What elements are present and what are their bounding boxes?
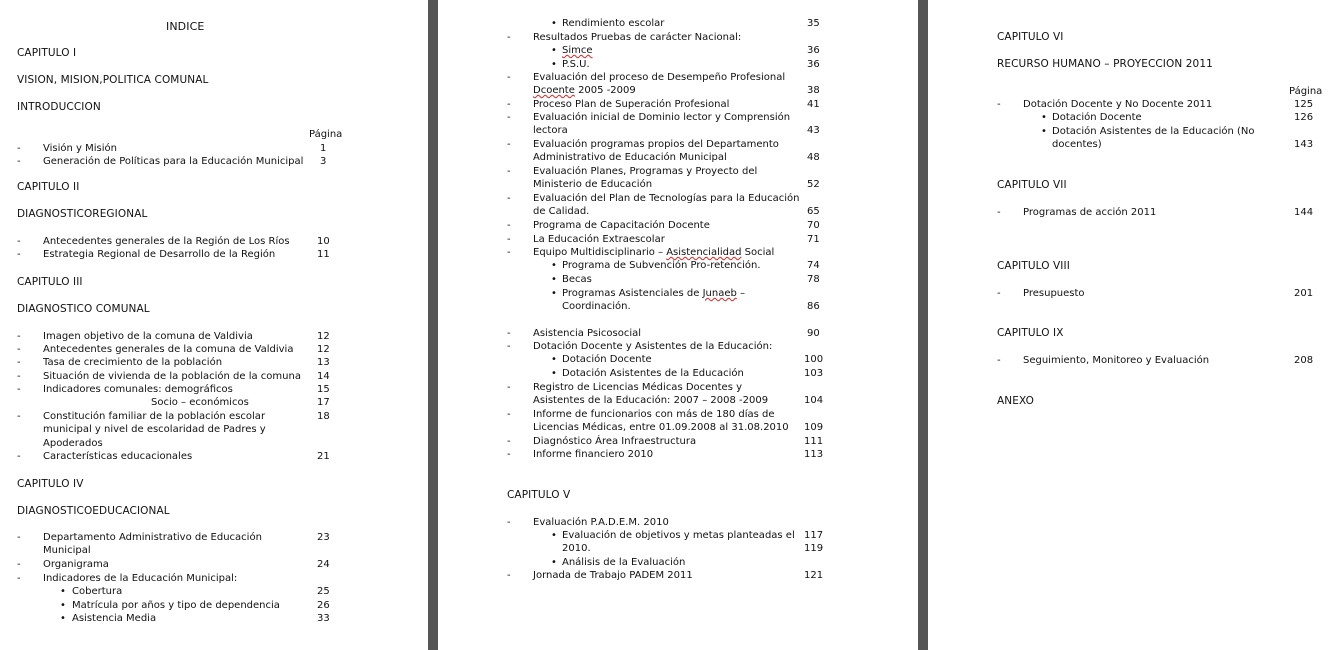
entry-page: 201: [1294, 288, 1314, 299]
bullet-text: Dotación Docente: [562, 354, 652, 365]
entry-page: 48: [807, 152, 820, 163]
misspelled-word: Dcoente: [533, 85, 575, 96]
bullet-text: Coordinación.: [562, 301, 631, 312]
entry-text: Programa de Capacitación Docente: [533, 220, 710, 231]
entry-dash: -: [507, 112, 511, 123]
bullet-text: Cobertura: [72, 586, 123, 597]
entry-dash: -: [507, 193, 511, 204]
index-title: INDICE: [166, 20, 205, 33]
bullet-text: Dotación Docente: [1052, 112, 1142, 123]
entry-dash: -: [507, 570, 511, 581]
entry-text: Departamento Administrativo de Educación: [43, 532, 262, 543]
entry-dash: -: [17, 559, 21, 570]
entry-page: 71: [807, 234, 820, 245]
entry-text: Evaluación programas propios del Departamento: [533, 139, 779, 150]
bullet-text: P.S.U.: [562, 59, 590, 70]
entry-dash: -: [507, 382, 511, 393]
entry-page: 14: [317, 371, 330, 382]
entry-text: Visión y Misión: [43, 143, 117, 154]
chapter-heading: CAPITULO VI: [997, 31, 1064, 43]
entry-dash: -: [997, 355, 1001, 366]
entry-text: Constitución familiar de la población escolar: [43, 411, 266, 422]
entry-page: 52: [807, 179, 820, 190]
entry-page: 70: [807, 220, 820, 231]
entry-page: 43: [807, 125, 820, 136]
entry-dash: -: [17, 236, 21, 247]
entry-page: 11: [317, 249, 330, 260]
entry-text: municipal y nivel de escolaridad de Padres y: [43, 424, 266, 435]
entry-text: Indicadores de la Educación Municipal:: [43, 573, 238, 584]
entry-text: Estrategia Regional de Desarrollo de la Región: [43, 249, 276, 260]
bullet-icon: •: [551, 18, 557, 29]
chapter-heading: CAPITULO VII: [997, 179, 1067, 191]
entry-text: La Educación Extraescolar: [533, 234, 665, 245]
chapter-heading: CAPITULO II: [17, 181, 80, 193]
entry-text: Proceso Plan de Superación Profesional: [533, 99, 730, 110]
entry-page: 121: [804, 570, 824, 581]
bullet-text: Matrícula por años y tipo de dependencia: [72, 600, 280, 611]
section-heading: DIAGNOSTICOEDUCACIONAL: [17, 505, 170, 517]
entry-page: 119: [804, 543, 824, 554]
entry-text: lectora: [533, 125, 568, 136]
bullet-text: Asistencia Media: [72, 613, 157, 624]
entry-text: Generación de Políticas para la Educación Municipal: [43, 156, 304, 167]
entry-text: Informe de funcionarios con más de 180 días de: [533, 409, 775, 420]
entry-page: 117: [804, 530, 824, 541]
entry-page: 15: [317, 384, 330, 395]
entry-page: 111: [804, 436, 824, 447]
entry-dash: -: [997, 288, 1001, 299]
entry-dash: -: [17, 532, 21, 543]
entry-page: 144: [1294, 207, 1314, 218]
bullet-text: Becas: [562, 274, 592, 285]
entry-dash: -: [507, 234, 511, 245]
entry-page: 65: [807, 206, 820, 217]
entry-text: Evaluación Planes, Programas y Proyecto del: [533, 166, 758, 177]
entry-dash: -: [507, 517, 511, 528]
bullet-text-post: –: [736, 288, 746, 299]
entry-dash: -: [507, 409, 511, 420]
bullet-icon: •: [551, 557, 557, 568]
entry-dash: -: [997, 99, 1001, 110]
entry-dash: -: [507, 166, 511, 177]
entry-text: Ministerio de Educación: [533, 179, 653, 190]
entry-page: 23: [317, 532, 330, 543]
entry-page: 33: [317, 613, 330, 624]
entry-page: 10: [317, 236, 330, 247]
bullet-text: Programa de Subvención Pro-retención.: [562, 260, 761, 271]
section-heading: INTRODUCCION: [17, 101, 101, 113]
entry-text-post: Social: [741, 247, 775, 258]
entry-page: 12: [317, 344, 330, 355]
entry-text: Municipal: [43, 545, 91, 556]
entry-page: 1: [320, 143, 327, 154]
entry-page: 90: [807, 328, 820, 339]
bullet-icon: •: [551, 530, 557, 541]
bullet-icon: •: [551, 288, 557, 299]
entry-dash: -: [507, 99, 511, 110]
page-gap-2: [918, 0, 928, 650]
entry-page: 74: [807, 260, 820, 271]
entry-text: Evaluación del Plan de Tecnologías para la Educación: [533, 193, 800, 204]
bullet-icon: •: [60, 586, 66, 597]
entry-text: Antecedentes generales de la Región de Los Ríos: [43, 236, 290, 247]
entry-page: 3: [320, 156, 327, 167]
entry-page: 18: [317, 411, 330, 422]
entry-page: 126: [1294, 112, 1314, 123]
bullet-text: Rendimiento escolar: [562, 18, 665, 29]
entry-text: [533, 246, 774, 259]
page-column-header: Página: [1289, 86, 1323, 97]
entry-dash: -: [507, 139, 511, 150]
entry-page: 26: [317, 600, 330, 611]
bullet-text: Análisis de la Evaluación: [562, 557, 686, 568]
entry-text: Informe financiero 2010: [533, 449, 654, 460]
entry-dash: -: [507, 72, 511, 83]
chapter-heading: CAPITULO V: [507, 489, 571, 501]
entry-text: [533, 84, 636, 97]
page-gap-1: [428, 0, 438, 650]
entry-page: 143: [1294, 139, 1314, 150]
entry-text: Antecedentes generales de la comuna de Valdivia: [43, 344, 294, 355]
entry-page: 12: [317, 331, 330, 342]
entry-dash: -: [507, 247, 511, 258]
entry-page: 104: [804, 395, 824, 406]
entry-dash: -: [17, 451, 21, 462]
entry-dash: -: [17, 344, 21, 355]
entry-text: Programas de acción 2011: [1023, 207, 1157, 218]
section-heading: VISION, MISION,POLITICA COMUNAL: [17, 74, 209, 86]
entry-dash: -: [507, 32, 511, 43]
entry-text: Seguimiento, Monitoreo y Evaluación: [1023, 355, 1210, 366]
section-heading: DIAGNOSTICO COMUNAL: [17, 303, 150, 315]
entry-page: 36: [807, 45, 820, 56]
bullet-icon: •: [60, 613, 66, 624]
entry-text: Tasa de crecimiento de la población: [43, 357, 223, 368]
section-heading: ANEXO: [997, 395, 1034, 407]
entry-dash: -: [507, 449, 511, 460]
entry-dash: -: [507, 436, 511, 447]
entry-dash: -: [507, 341, 511, 352]
bullet-text: Evaluación de objetivos y metas planteadas el: [562, 530, 795, 541]
entry-text: de Calidad.: [533, 206, 590, 217]
entry-dash: -: [507, 328, 511, 339]
entry-text: Administrativo de Educación Municipal: [533, 152, 727, 163]
section-heading: DIAGNOSTICOREGIONAL: [17, 208, 148, 220]
chapter-heading: CAPITULO III: [17, 276, 83, 288]
entry-dash: -: [17, 143, 21, 154]
entry-text: Indicadores comunales: demográficos: [43, 384, 233, 395]
entry-text: Evaluación inicial de Dominio lector y Comprensión: [533, 112, 791, 123]
bullet-icon: •: [551, 368, 557, 379]
entry-text: Socio – económicos: [151, 397, 249, 408]
bullet-icon: •: [551, 59, 557, 70]
entry-text: Presupuesto: [1023, 288, 1085, 299]
entry-page: 41: [807, 99, 820, 110]
entry-page: 78: [807, 274, 820, 285]
entry-page: 17: [317, 397, 330, 408]
entry-text: Imagen objetivo de la comuna de Valdivia: [43, 331, 253, 342]
entry-page: 36: [807, 59, 820, 70]
entry-page: 125: [1294, 99, 1314, 110]
entry-page: 109: [804, 422, 824, 433]
entry-dash: -: [17, 411, 21, 422]
entry-text: Diagnóstico Área Infraestructura: [533, 436, 697, 447]
entry-text: Asistencia Psicosocial: [533, 328, 642, 339]
entry-page: 38: [807, 85, 820, 96]
entry-page: 103: [804, 368, 824, 379]
entry-text: Resultados Pruebas de carácter Nacional:: [533, 32, 742, 43]
section-heading: RECURSO HUMANO – PROYECCION 2011: [997, 58, 1213, 70]
bullet-text: Dotación Asistentes de la Educación: [562, 368, 744, 379]
bullet-text-pre: Programas Asistenciales de: [562, 288, 703, 299]
entry-text-rest: 2005 -2009: [574, 85, 636, 96]
entry-text: Apoderados: [43, 438, 103, 449]
entry-page: 86: [807, 301, 820, 312]
entry-text: Registro de Licencias Médicas Docentes y: [533, 382, 743, 393]
entry-text: Jornada de Trabajo PADEM 2011: [533, 570, 693, 581]
chapter-heading: CAPITULO IV: [17, 478, 84, 490]
page-column-header: Página: [309, 129, 343, 140]
entry-dash: -: [17, 573, 21, 584]
bullet-icon: •: [1041, 112, 1047, 123]
bullet-icon: •: [551, 354, 557, 365]
bullet-text: Dotación Asistentes de la Educación (No: [1052, 126, 1255, 137]
entry-text: Organigrama: [43, 559, 109, 570]
entry-page: 208: [1294, 355, 1314, 366]
misspelled-word: Asistencialidad: [666, 247, 742, 258]
entry-text: Licencias Médicas, entre 01.09.2008 al 31.08.2010: [533, 422, 789, 433]
entry-dash: -: [507, 220, 511, 231]
entry-dash: -: [17, 249, 21, 260]
entry-page: 25: [317, 586, 330, 597]
entry-text: Asistentes de la Educación: 2007 – 2008 -2009: [533, 395, 769, 406]
entry-dash: -: [17, 357, 21, 368]
entry-text: Características educacionales: [43, 451, 193, 462]
bullet-text: docentes): [1052, 139, 1102, 150]
entry-text: Dotación Docente y Asistentes de la Educación:: [533, 341, 773, 352]
bullet-icon: •: [60, 600, 66, 611]
entry-text: Dotación Docente y No Docente 2011: [1023, 99, 1213, 110]
entry-page: 24: [317, 559, 330, 570]
chapter-heading: CAPITULO VIII: [997, 260, 1070, 272]
entry-text: Evaluación P.A.D.E.M. 2010: [533, 517, 669, 528]
entry-dash: -: [17, 156, 21, 167]
entry-text: Evaluación del proceso de Desempeño Profesional: [533, 72, 786, 83]
bullet-icon: •: [551, 45, 557, 56]
entry-text-pre: Equipo Multidisciplinario –: [533, 247, 667, 258]
bullet-icon: •: [1041, 126, 1047, 137]
entry-page: 35: [807, 18, 820, 29]
bullet-icon: •: [551, 260, 557, 271]
entry-dash: -: [17, 371, 21, 382]
entry-page: 113: [804, 449, 824, 460]
entry-dash: -: [17, 331, 21, 342]
bullet-icon: •: [551, 274, 557, 285]
bullet-text: [562, 287, 745, 300]
entry-dash: -: [997, 207, 1001, 218]
entry-page: 21: [317, 451, 330, 462]
entry-text: Situación de vivienda de la población de la comuna: [43, 371, 301, 382]
misspelled-word: Junaeb: [702, 288, 737, 299]
chapter-heading: CAPITULO I: [17, 47, 77, 59]
entry-page: 13: [317, 357, 330, 368]
chapter-heading: CAPITULO IX: [997, 327, 1064, 339]
entry-dash: -: [17, 384, 21, 395]
bullet-text: Simce: [562, 45, 593, 56]
entry-page: 100: [804, 354, 824, 365]
bullet-text: 2010.: [562, 543, 591, 554]
